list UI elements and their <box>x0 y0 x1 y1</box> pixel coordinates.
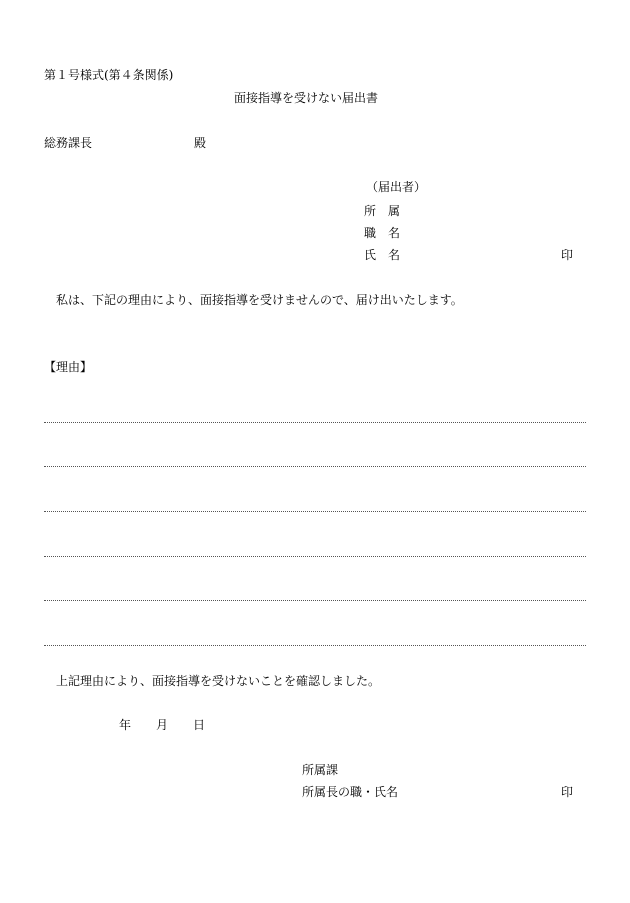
form-number: 第１号様式(第４条関係) <box>44 68 174 82</box>
date-year: 年 <box>119 718 132 732</box>
date-month: 月 <box>156 718 169 732</box>
affiliation-label: 所 属 <box>364 204 401 218</box>
reason-line[interactable] <box>44 466 586 467</box>
reason-line[interactable] <box>44 645 586 646</box>
reason-line[interactable] <box>44 556 586 557</box>
submitter-heading: （届出者） <box>366 180 427 194</box>
position-label: 職 名 <box>364 226 401 240</box>
reason-line[interactable] <box>44 511 586 512</box>
name-label: 氏 名 <box>364 248 401 262</box>
honorific: 殿 <box>194 136 207 150</box>
seal-mark-supervisor: 印 <box>561 785 574 799</box>
seal-mark-submitter: 印 <box>561 248 574 262</box>
form-title: 面接指導を受けない届出書 <box>234 91 379 105</box>
supervisor-label: 所属長の職・氏名 <box>302 785 399 799</box>
addressee: 総務課長 <box>44 136 93 150</box>
department-label: 所属課 <box>302 763 339 777</box>
reason-line[interactable] <box>44 600 586 601</box>
confirmation-text: 上記理由により、面接指導を受けないことを確認しました。 <box>56 674 381 688</box>
date-day: 日 <box>193 718 206 732</box>
statement-text: 私は、下記の理由により、面接指導を受けませんので、届け出いたします。 <box>56 293 463 307</box>
reason-line[interactable] <box>44 422 586 423</box>
reason-heading: 【理由】 <box>44 360 93 374</box>
